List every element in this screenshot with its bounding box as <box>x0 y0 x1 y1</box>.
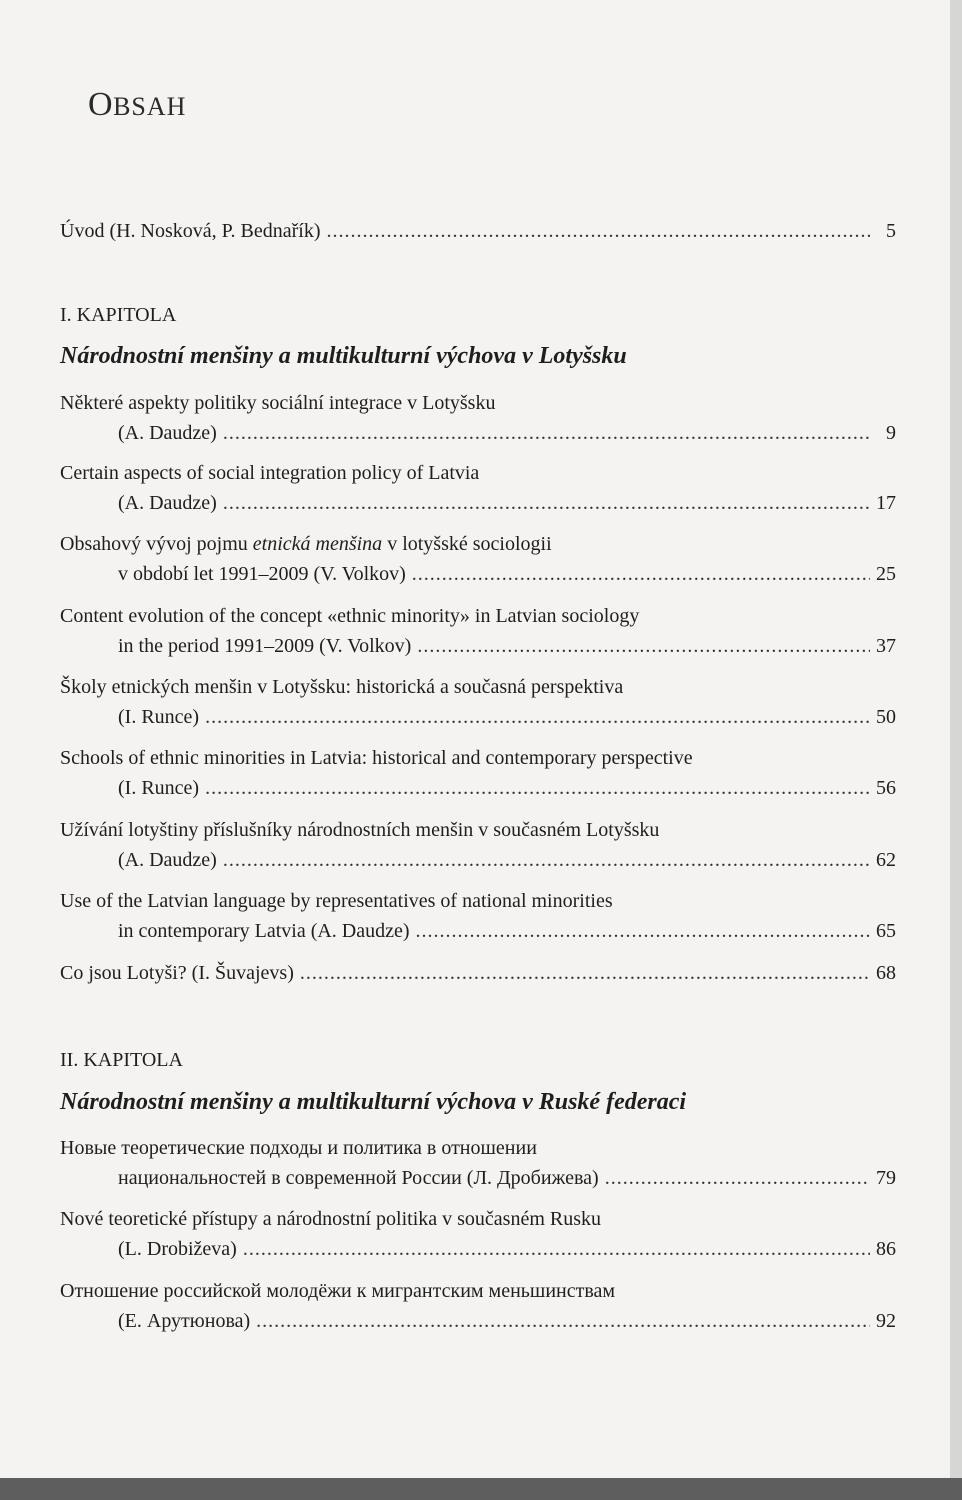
toc-entry: Co jsou Lotyši? (I. Šuvajevs) ..... 68 <box>60 958 896 988</box>
toc-entry: Školy etnických menšin v Lotyšsku: historická a současná perspektiva (I. Runce) ..... 50 <box>60 672 896 732</box>
chapter-1-label: I. KAPITOLA <box>60 304 177 326</box>
toc-entry-intro: Úvod (H. Nosková, P. Bednařík) ..... 5 <box>60 216 896 246</box>
toc-entry: Obsahový vývoj pojmu etnická menšina v lotyšské sociologii v období let 1991–2009 (V. Volkov) ..... 25 <box>60 529 896 589</box>
toc-entry: Use of the Latvian language by representatives of national minorities in contemporary Latvia (A. Daudze) ..... 65 <box>60 886 896 946</box>
page-edge <box>950 0 962 1478</box>
toc-entry: Užívání lotyštiny příslušníky národnostních menšin v současném Lotyšsku (A. Daudze) ..... 62 <box>60 815 896 875</box>
chapter-1-title: Národnostní menšiny a multikulturní výchova v Lotyšsku <box>60 343 627 369</box>
toc-entry: Schools of ethnic minorities in Latvia: historical and contemporary perspective (I. Runce) ..... 56 <box>60 743 896 803</box>
toc-entry: Nové teoretické přístupy a národnostní politika v současném Rusku (L. Drobiževa) ..... 86 <box>60 1204 896 1264</box>
chapter-2-title: Národnostní menšiny a multikulturní výchova v Ruské federaci <box>60 1089 687 1115</box>
page-title: OBSAH <box>88 86 187 123</box>
toc-entry: Některé aspekty politiky sociální integrace v Lotyšsku (A. Daudze) ..... 9 <box>60 388 896 448</box>
toc-entry: Certain aspects of social integration policy of Latvia (A. Daudze) ..... 17 <box>60 458 896 518</box>
toc-entry: Content evolution of the concept «ethnic minority» in Latvian sociology in the period 1991–2009 (V. Volkov) ..... 37 <box>60 601 896 661</box>
chapter-2-label: II. KAPITOLA <box>60 1049 183 1071</box>
toc-entry: Новые теоретические подходы и политика в отношении национальностей в современной России (Л. Дробижева) ..... 79 <box>60 1133 896 1193</box>
scan-shadow <box>0 1478 962 1500</box>
toc-entry: Отношение российской молодёжи к мигрантским меньшинствам (Е. Арутюнова) ..... 92 <box>60 1276 896 1336</box>
